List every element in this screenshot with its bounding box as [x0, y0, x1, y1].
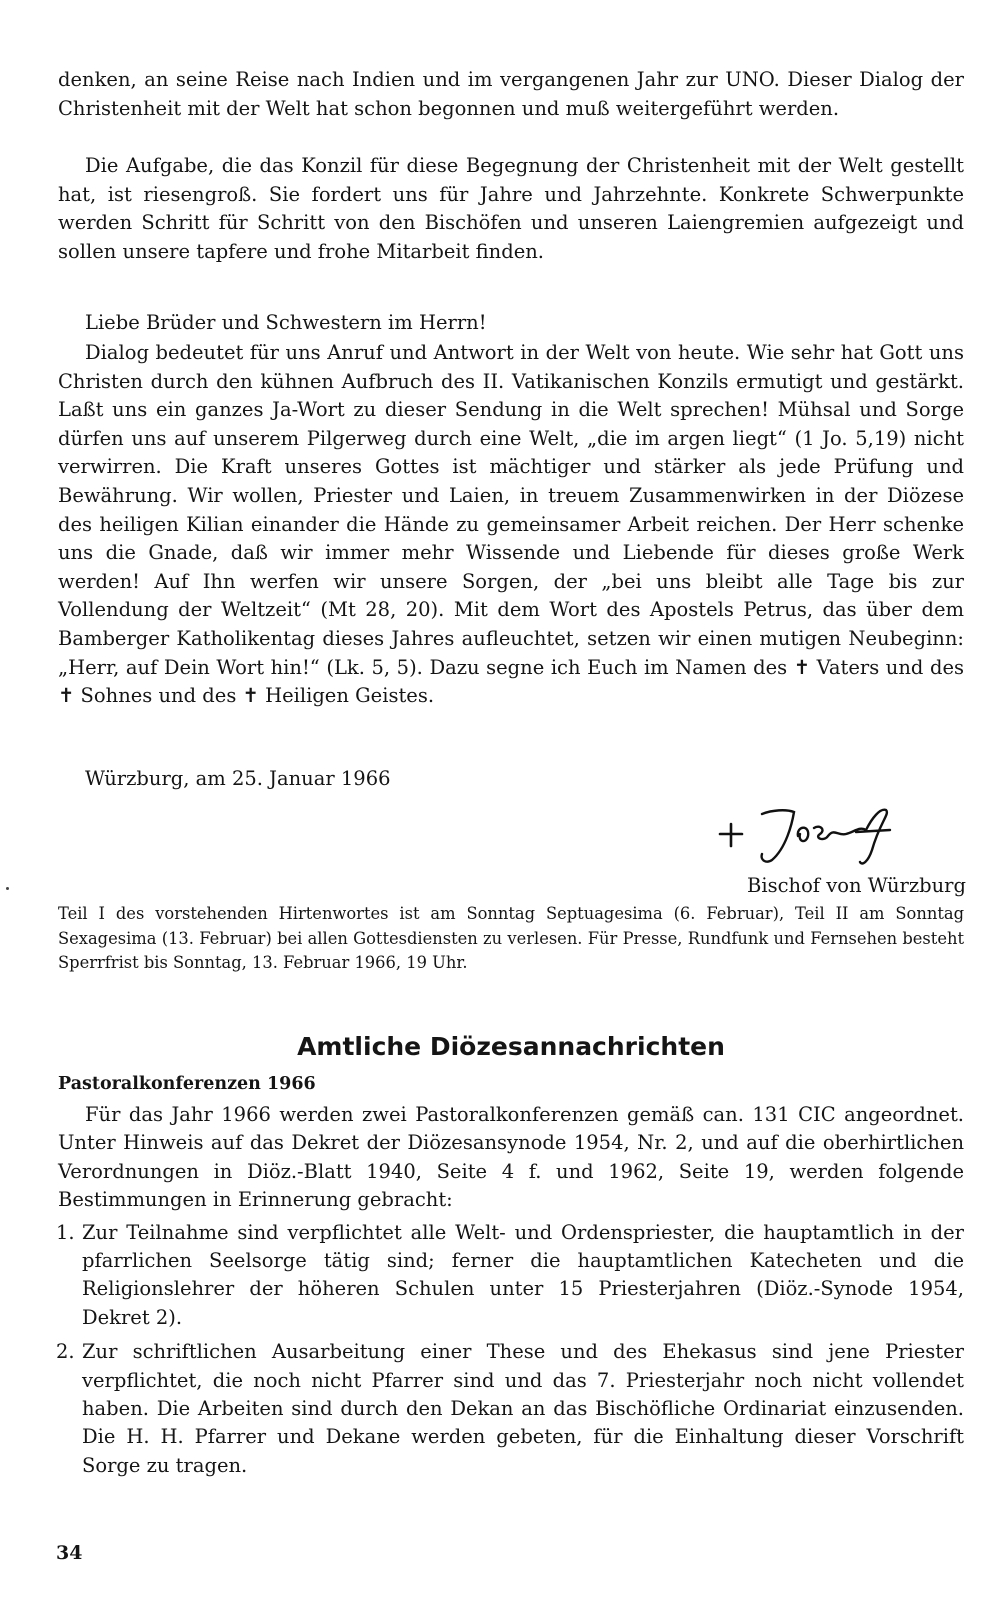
signature-letter-j [762, 810, 794, 861]
letter-paragraph-1 [58, 66, 964, 123]
list-number: 1. [56, 1220, 75, 1244]
paragraph-text: denken, an seine Reise nach Indien und im vergangenen Jahr zur UNO. Dieser Dialog der Christenheit mit der Welt hat schon begonnen und muß weitergeführt werden. [58, 68, 964, 120]
section-intro: Für das Jahr 1966 werden zwei Pastoralkonferenzen gemäß can. 131 CIC angeordnet. Unter Hinweis auf das Dekret der Diözesansynode 1954, Nr. 2, und auf die oberhirtlichen Verordnungen in Diöz.-Blatt 1940, Seite 4 f. und 1962, Seite 19, werden folgende Bestimmungen in Erinnerung gebracht: [58, 1103, 964, 1212]
paragraph-text: Die Aufgabe, die das Konzil für diese Begegnung der Christenheit mit der Welt gestellt hat, ist riesengroß. Sie fordert uns für Jahre und Jahrzehnte. Konkrete Schwerpunkte werden Schritt für Schritt von den Bischöfen und unseren Laiengremien aufgezeigt und sollen unsere tapfere und frohe Mitarbeit finden. [58, 154, 964, 263]
page-number: 34 [56, 1542, 83, 1564]
signer-title: Bischof von Würzburg [747, 874, 966, 897]
list-text: Zur schriftlichen Ausarbeitung einer These und des Ehekasus sind jene Priester verpflichtet, die noch nicht Pfarrer sind und das 7. Priesterjahr noch nicht vollendet haben. Die Arbeiten sind durch den Dekan an das Bischöfliche Ordinariat einzusenden. Die H. H. Pfarrer und Dekane werden gebeten, für die Einhaltung dieser Vorschrift Sorge zu tragen. [82, 1340, 964, 1477]
section-subheading: Pastoralkonferenzen 1966 [58, 1074, 316, 1094]
section-body [58, 1101, 964, 1480]
salutation [58, 309, 964, 338]
signature-cross [720, 824, 742, 846]
list-number: 2. [56, 1340, 75, 1364]
place-date [58, 765, 964, 794]
scan-speck [6, 887, 9, 890]
paragraph-text: Dialog bedeutet für uns Anruf und Antwort in der Welt von heute. Wie sehr hat Gott uns Christen durch den kühnen Aufbruch des II. Vatikanischen Konzils ermutigt und gestärkt. Laßt uns ein ganzes Ja-Wort zu dieser Sendung in die Welt sprechen! Mühsal und Sorge dürfen uns auf unserem Pilgerweg durch eine Welt, „die im argen liegt“ (1 Jo. 5,19) nicht verwirren. Die Kraft unseres Gottes ist mächtiger und stärker als jede Prüfung und Bewährung. Wir wollen, Priester und Laien, in treuem Zusammenwirken in der Diözese des heiligen Kilian einander die Hände zu gemeinsamer Arbeit reichen. Der Herr schenke uns die Gnade, daß wir immer mehr Wissende und Liebende für dieses große Werk werden! Auf Ihn werfen wir unsere Sorgen, der „bei uns bleibt alle Tage bis zur Vollendung der Weltzeit“ (Mt 28, 20). Mit dem Wort des Apostels Petrus, das über dem Bamberger Katholikentag dieses Jahres aufleuchtet, setzen wir einen mutigen Neubeginn: „Herr, auf Dein Wort hin!“ (Lk. 5, 5). Dazu segne ich Euch im Namen des ✝ Vaters und des ✝ Sohnes und des ✝ Heiligen Geistes. [58, 341, 964, 708]
section-heading: Amtliche Diözesannachrichten [297, 1032, 725, 1061]
list-text: Zur Teilnahme sind verpflichtet alle Welt- und Ordenspriester, die hauptamtlich in der pfarrlichen Seelsorge tätig sind; ferner die hauptamtlichen Katecheten und die Religionslehrer der höheren Schulen unter 15 Priesterjahren (Diöz.-Synode 1954, Dekret 2). [82, 1220, 964, 1329]
reading-note: Teil I des vorstehenden Hirtenwortes ist am Sonntag Septuagesima (6. Februar), Teil II am Sonntag Sexagesima (13. Februar) bei allen Gottesdiensten zu verlesen. Für Presse, Rundfunk und Fernsehen besteht Sperrfrist bis Sonntag, 13. Februar 1966, 19 Uhr. [58, 904, 964, 973]
salutation-text: Liebe Brüder und Schwestern im Herrn! [85, 311, 487, 334]
list-item [58, 1338, 964, 1480]
letter-paragraph-3 [58, 339, 964, 711]
signature-image [700, 800, 950, 870]
place-date-text: Würzburg, am 25. Januar 1966 [85, 767, 391, 790]
signature-letters-osef [798, 810, 890, 864]
letter-paragraph-2 [58, 152, 964, 266]
list-item [58, 1219, 964, 1333]
